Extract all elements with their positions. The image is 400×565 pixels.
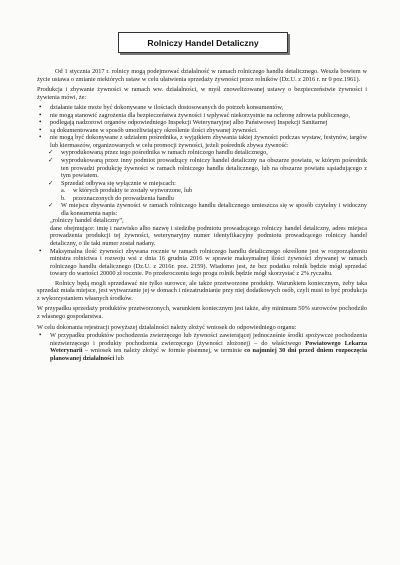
sub-item-a xyxy=(37,187,367,195)
check-item: ✓ wyprodukowaną przez tego pośrednika w ramach rolniczego handlu detalicznego, xyxy=(37,149,367,157)
sub-letter: a. xyxy=(61,187,66,195)
registration-list xyxy=(37,332,367,362)
sub-text: w których produkty te zostały wytworzone, lub xyxy=(73,187,193,195)
registration-item xyxy=(37,332,367,362)
document-title: Rolniczy Handel Detaliczny xyxy=(147,37,259,48)
sub-text: przeznaczonych do prowadzenia handlu xyxy=(73,194,174,202)
quote-continuation: dane obejmujące: imię i nazwisko albo nazwę i siedzibę podmiotu prowadzącego rolniczy handel detaliczny, adres miejsca prowadzenia produkcji tej żywności, weterynaryjny numer identyfikacyjny podmiotu prowadzącego rolniczy handel detaliczny, o ile taki numer został nadany. xyxy=(50,224,367,248)
registration-text-b: – wniosek ten należy złożyć w formie pisemnej, w terminie xyxy=(82,347,245,355)
condition-item: • podlegają nadzorowi organów odpowiedniego Inspekcji Weterynaryjnej albo Państwowej Inspekcji Sanitarnej xyxy=(37,119,367,127)
sub-item-b xyxy=(37,195,367,203)
check-item: ✓ Sprzedaż odbywa się wyłącznie w miejscach: xyxy=(37,180,367,188)
max-quantity-item: • Maksymalna ilość żywności zbywana rocznie w ramach rolniczego handlu detalicznego określone jest w rozporządzeniu ministra rolnictwa i rozwoju wsi z dnia 16 grudnia 2016 w sprawie maksymalnej ilości żywności zbywanej w ramach rolniczego handlu detalicznego (Dz.U. z 2016r. poz. 2159). Wiadomo jest, że bez podatku rolnik będzie mógł sprzedać towary do wartości 20000 zł rocznie. Po przekroczeniu tego progu rolnik będzie mógł skorzystać z 2% ryczałtu. xyxy=(37,248,367,278)
conditions-list xyxy=(37,104,367,278)
title-box xyxy=(118,32,288,53)
sub-letter: b. xyxy=(61,194,66,202)
registration-authority: Powiatowego Lekarza Weterynarii xyxy=(50,339,367,355)
registration-deadline: co najmniej 30 dni przed dniem rozpoczęcia planowanej działalności xyxy=(50,347,367,362)
paragraph-production: Produkcja i zbywanie żywności w ramach ww. działalności, w myśl znowelizowanej ustawy o bezpieczeństwie żywności i żywienia mówi, że: xyxy=(37,86,367,101)
quote-line: „rolniczy handel detaliczny”, xyxy=(50,217,124,225)
registration-text-a: W przypadku produktów pochodzenia zwierzęcego lub żywności zawierającej jednocześnie środki spożywcze pochodzenia niezwierzęcego i produkty pochodzenia zwierzęcego (żywności złożonej) – do właściwego xyxy=(50,332,367,347)
paragraph-registration: W celu dokonania rejestracji powyższej działalności należy złożyć wniosek do odpowiedniego organu: xyxy=(37,323,297,331)
paragraph-processed: W przypadku sprzedaży produktów przetworzonych, warunkiem koniecznym jest także, aby minimum 50% surowców pochodziło z własnego gospodarstwa. xyxy=(37,305,367,320)
paragraph-products: Rolnicy będą mogli sprzedawać nie tylko surowce, ale także przetworzone produkty. Warunkiem koniecznym, żeby taka sprzedaż miała miejsce, jest wytwarzanie jej w domach i niezatrudnianie przy niej dodatkowych osób, czyli musi to być produkcja z wykorzystaniem własnych środków. xyxy=(37,279,367,302)
condition-item: • nie mogą być dokonywane z udziałem pośrednika, z wyjątkiem zbywania takiej żywności podczas wystaw, festynów, targów lub kiermaszów, organizowanych w celu promocji żywności, jeżeli pośrednik zbywa żywność: xyxy=(37,134,367,149)
paragraph-intro: Od 1 stycznia 2017 r. rolnicy mogą podejmować działalność w ramach rolniczego handlu detalicznego. Weszła bowiem w życie ustawa o zmianie niektórych ustaw w celu ułatwienia sprzedaży żywności przez rolników (Dz.U. z 2016 r. nr 0 poz.1961). xyxy=(37,68,367,83)
registration-text-c: lub xyxy=(114,354,124,362)
condition-item: • działanie takie może być dokonywane w ilościach dostosowanych do potrzeb konsumentów, xyxy=(37,104,367,112)
condition-item: • nie mogą stanowić zagrożenia dla bezpieczeństwa żywności i wpływać niekorzystnie na ochronę zdrowia publicznego, xyxy=(37,112,367,120)
condition-item: • są dokumentowane w sposób umożliwiający określenie ilości zbywanej żywności. xyxy=(37,127,367,135)
document-body xyxy=(37,68,367,364)
check-item: ✓ wyprodukowaną przez inny podmiot prowadzący rolniczy handel detaliczny na obszarze powiatu, w którym pośrednik ten prowadzi produkcję żywności w ramach rolniczego handlu detalicznego, lub na obszarze powiatu sąsiadującego z tym powiatem. xyxy=(37,157,367,180)
check-item: ✓ W miejscu zbywania żywności w ramach rolniczego handlu detalicznego umieszcza się w sposób czytelny i widoczny dla konsumenta napis: xyxy=(37,202,367,217)
